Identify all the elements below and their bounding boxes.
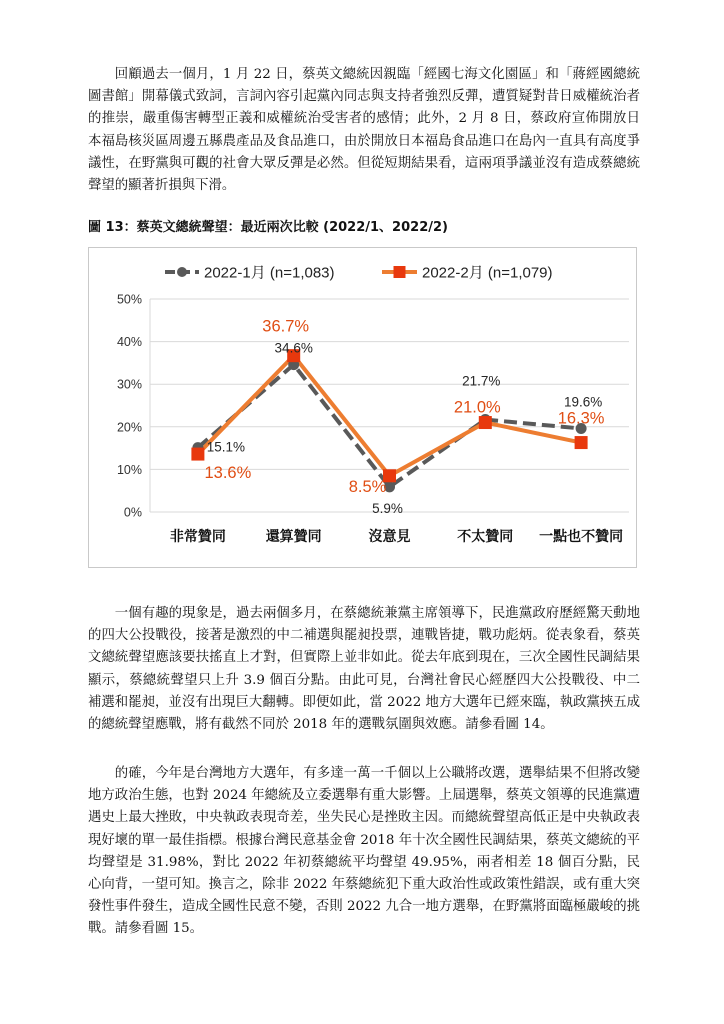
series-2022-01-data-label: 15.1% bbox=[206, 439, 246, 455]
legend-2022-01-label: 2022-1月 (n=1,083) bbox=[204, 264, 335, 282]
paragraph-3-text: 的確，今年是台灣地方大選年，有多達一萬一千個以上公職將改選，選舉結果不但將改變地方政治生態，也對 2024 年總統及立委選舉有重大影響。上屆選舉，蔡英文領導的民進黨遭遇史上最大挫敗，中央執政表現奇差，坐失民心是挫敗主因。而總統聲望高低正是中央執政表現好壞的單一最佳指標。根據台灣民意基金會 2018 年十次全國性民調結果，蔡英文總統的平均聲望是 31.98%，對比 2022 年初蔡總統平均聲望 49.95%，兩者相差 18 個百分點，民心向背，一望可知。換言之，除非 2022 年蔡總統犯下重大政治性或政策性錯誤，或有重大突發性事件發生，造成全國性民意不變，否則 2022 九合一地方選舉，在野黨將面臨極嚴峻的挑戰。請參看圖 15。 bbox=[88, 766, 640, 937]
series-2022-01-data-label: 34.6% bbox=[274, 340, 313, 356]
legend-2022-01-swatch-marker bbox=[177, 267, 187, 277]
legend-2022-02-swatch-marker bbox=[394, 266, 406, 278]
series-2022-02-point bbox=[191, 448, 204, 461]
y-tick-label: 50% bbox=[116, 292, 142, 307]
paragraph-1 bbox=[88, 64, 640, 197]
legend-2022-02-label: 2022-2月 (n=1,079) bbox=[422, 264, 553, 282]
x-tick-label: 沒意見 bbox=[368, 529, 411, 545]
y-tick-label: 20% bbox=[116, 420, 142, 435]
figure-caption: 圖 13：蔡英文總統聲望：最近兩次比較 (2022/1、2022/2) bbox=[88, 220, 448, 235]
y-tick-label: 30% bbox=[116, 377, 142, 392]
chart-container bbox=[88, 247, 637, 568]
series-2022-02-point bbox=[479, 416, 492, 429]
series-2022-02-point bbox=[575, 436, 588, 449]
paragraph-2-text: 一個有趣的現象是，過去兩個多月，在蔡總統兼黨主席領導下，民進黨政府歷經驚天動地的四大公投戰役，接著是激烈的中二補選與罷昶投票，連戰皆捷，戰功彪炳。從表象看，蔡英文總統聲望應該要扶搖直上才對，但實際上並非如此。從去年底到現在，三次全國性民調結果顯示，蔡總統聲望只上升 3.9 個百分點。由此可見，台灣社會民心經歷四大公投戰役、中二補選和罷昶，並沒有出現巨大翻轉。即便如此，當 2022 地方大選年已經來臨，執政黨挾五成的總統聲望應戰，將有截然不同於 2018 年的選戰氛圍與效應。請參看圖 14。 bbox=[88, 606, 640, 733]
x-tick-label: 不太贊同 bbox=[457, 529, 514, 545]
paragraph-3 bbox=[88, 763, 640, 941]
line-chart bbox=[89, 248, 636, 567]
paragraph-2 bbox=[88, 603, 640, 736]
series-2022-01-line bbox=[198, 365, 581, 487]
series-2022-02-data-label: 36.7% bbox=[262, 317, 310, 336]
series-2022-02-data-label: 21.0% bbox=[453, 398, 501, 417]
series-2022-02-data-label: 16.3% bbox=[557, 409, 605, 428]
x-tick-label: 非常贊同 bbox=[169, 529, 226, 545]
y-tick-label: 40% bbox=[116, 335, 142, 350]
series-2022-01-data-label: 21.7% bbox=[462, 373, 501, 389]
series-2022-01-data-label: 19.6% bbox=[563, 394, 603, 410]
y-tick-label: 10% bbox=[116, 462, 142, 477]
paragraph-1-text: 回顧過去一個月，1 月 22 日，蔡英文總統因親臨「經國七海文化園區」和「蔣經國總統圖書館」開幕儀式致詞，言詞內容引起黨內同志與支持者強烈反彈，遭質疑對昔日威權統治者的推崇，嚴重傷害轉型正義和威權統治受害者的感情；此外，2 月 8 日，蔡政府宣佈開放日本福島核災區周邊五縣農產品及食品進口，由於開放日本福島食品進口在島內一直具有高度爭議性，在野黨與可觀的社會大眾反彈是必然。但從短期結果看，這兩項爭議並沒有造成蔡總統聲望的顯著折損與下滑。 bbox=[88, 67, 640, 194]
series-2022-02-data-label: 8.5% bbox=[348, 477, 387, 496]
series-2022-01-data-label: 5.9% bbox=[372, 500, 403, 516]
x-tick-label: 還算贊同 bbox=[265, 529, 322, 545]
series-2022-02-data-label: 13.6% bbox=[204, 464, 252, 483]
x-tick-label: 一點也不贊同 bbox=[539, 529, 624, 545]
series-2022-02-line bbox=[198, 356, 581, 476]
y-tick-label: 0% bbox=[123, 505, 142, 520]
